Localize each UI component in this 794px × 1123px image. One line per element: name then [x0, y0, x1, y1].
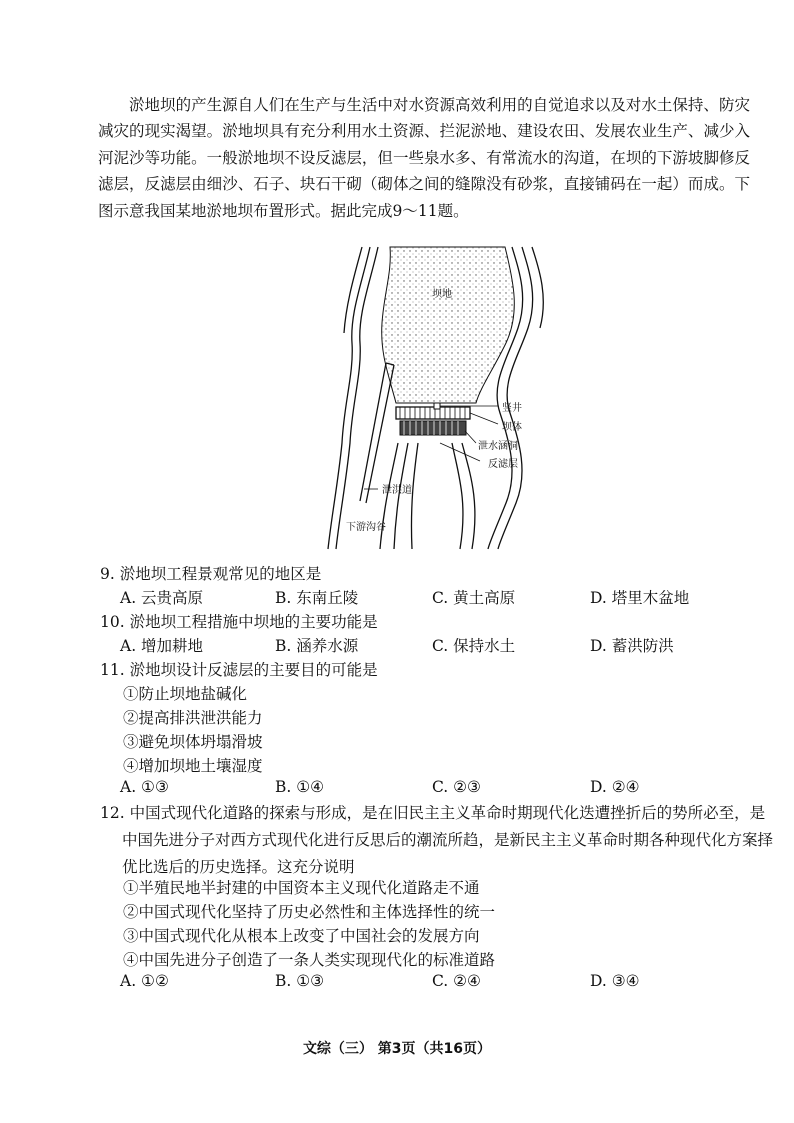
spillway — [360, 363, 394, 503]
q9-option-c: C. 黄土高原 — [432, 589, 516, 607]
question-9-stem: 9. 淤地坝工程景观常见的地区是 — [100, 565, 322, 583]
q11-option-c: C. ②③ — [432, 778, 481, 796]
intro-paragraph: 淤地坝的产生源自人们在生产与生活中对水资源高效利用的自觉追求以及对水土保持、防灾减灾的现实渴望。淤地坝具有充分利用水土资源、拦泥淤地、建设农田、发展农业生产、减少入河泥沙等功能。一般淤地坝不设反滤层，但一些泉水多、有常流水的沟道，在坝的下游坡脚修反滤层，反滤层由细沙、石子、块石干砌（砌体之间的缝隙没有砂浆，直接铺码在一起）而成。下图示意我国某地淤地坝布置形式。据此完成9～11题。 — [98, 96, 750, 220]
label-fanlv: 反滤层 — [488, 459, 518, 470]
q10-option-d: D. 蓄洪防洪 — [590, 637, 674, 655]
label-xiayou: 下游沟谷 — [346, 522, 386, 533]
label-xieshui: 泄水涵洞 — [478, 441, 518, 452]
q11-item-2: ②提高排洪泄洪能力 — [123, 709, 263, 727]
q10-option-a: A. 增加耕地 — [120, 637, 204, 655]
q11-item-4: ④增加坝地土壤湿度 — [123, 757, 263, 775]
q12-option-c: C. ②④ — [432, 972, 481, 990]
q12-item-4: ④中国先进分子创造了一条人类实现现代化的标准道路 — [123, 951, 496, 969]
q11-item-1: ①防止坝地盐碱化 — [123, 685, 248, 703]
label-bati: 坝体 — [502, 422, 522, 433]
q12-option-a: A. ①② — [120, 972, 169, 990]
q10-option-b: B. 涵养水源 — [275, 637, 359, 655]
q12-option-d: D. ③④ — [590, 972, 640, 990]
q11-item-3: ③避免坝体坍塌滑坡 — [123, 733, 263, 751]
question-11-stem: 11. 淤地坝设计反滤层的主要目的可能是 — [100, 661, 378, 679]
q12-item-2: ②中国式现代化坚持了历史必然性和主体选择性的统一 — [123, 903, 496, 921]
q11-option-a: A. ①③ — [120, 778, 169, 796]
q9-option-a: A. 云贵高原 — [120, 589, 204, 607]
q10-option-c: C. 保持水土 — [432, 637, 516, 655]
label-xiehong: 泄洪道 — [382, 485, 412, 496]
q12-option-b: B. ①③ — [275, 972, 325, 990]
q12-item-3: ③中国式现代化从根本上改变了中国社会的发展方向 — [123, 927, 480, 945]
label-shujing: 竖井 — [502, 403, 522, 414]
page-footer: 文综（三） 第3页（共16页） — [302, 1041, 492, 1057]
q9-option-b: B. 东南丘陵 — [275, 589, 359, 607]
label-badi: 坝地 — [432, 289, 452, 300]
check-dam-diagram — [300, 243, 560, 553]
q9-option-d: D. 塔里木盆地 — [590, 589, 690, 607]
q12-item-1: ①半殖民地半封建的中国资本主义现代化道路走不通 — [123, 879, 480, 897]
q11-option-b: B. ①④ — [275, 778, 325, 796]
q11-option-d: D. ②④ — [590, 778, 640, 796]
dam-land-area — [382, 247, 515, 403]
dam-body — [396, 407, 470, 419]
question-12-stem: 12. 中国式现代化道路的探索与形成，是在旧民主主义革命时期现代化迭遭挫折后的势所必至，是中国先进分子对西方式现代化进行反思后的潮流所趋，是新民主主义革命时期各种现代化方案择优比选后的历史选择。这充分说明 — [100, 804, 774, 876]
question-10-stem: 10. 淤地坝工程措施中坝地的主要功能是 — [100, 613, 378, 631]
vertical-shaft — [434, 403, 440, 409]
